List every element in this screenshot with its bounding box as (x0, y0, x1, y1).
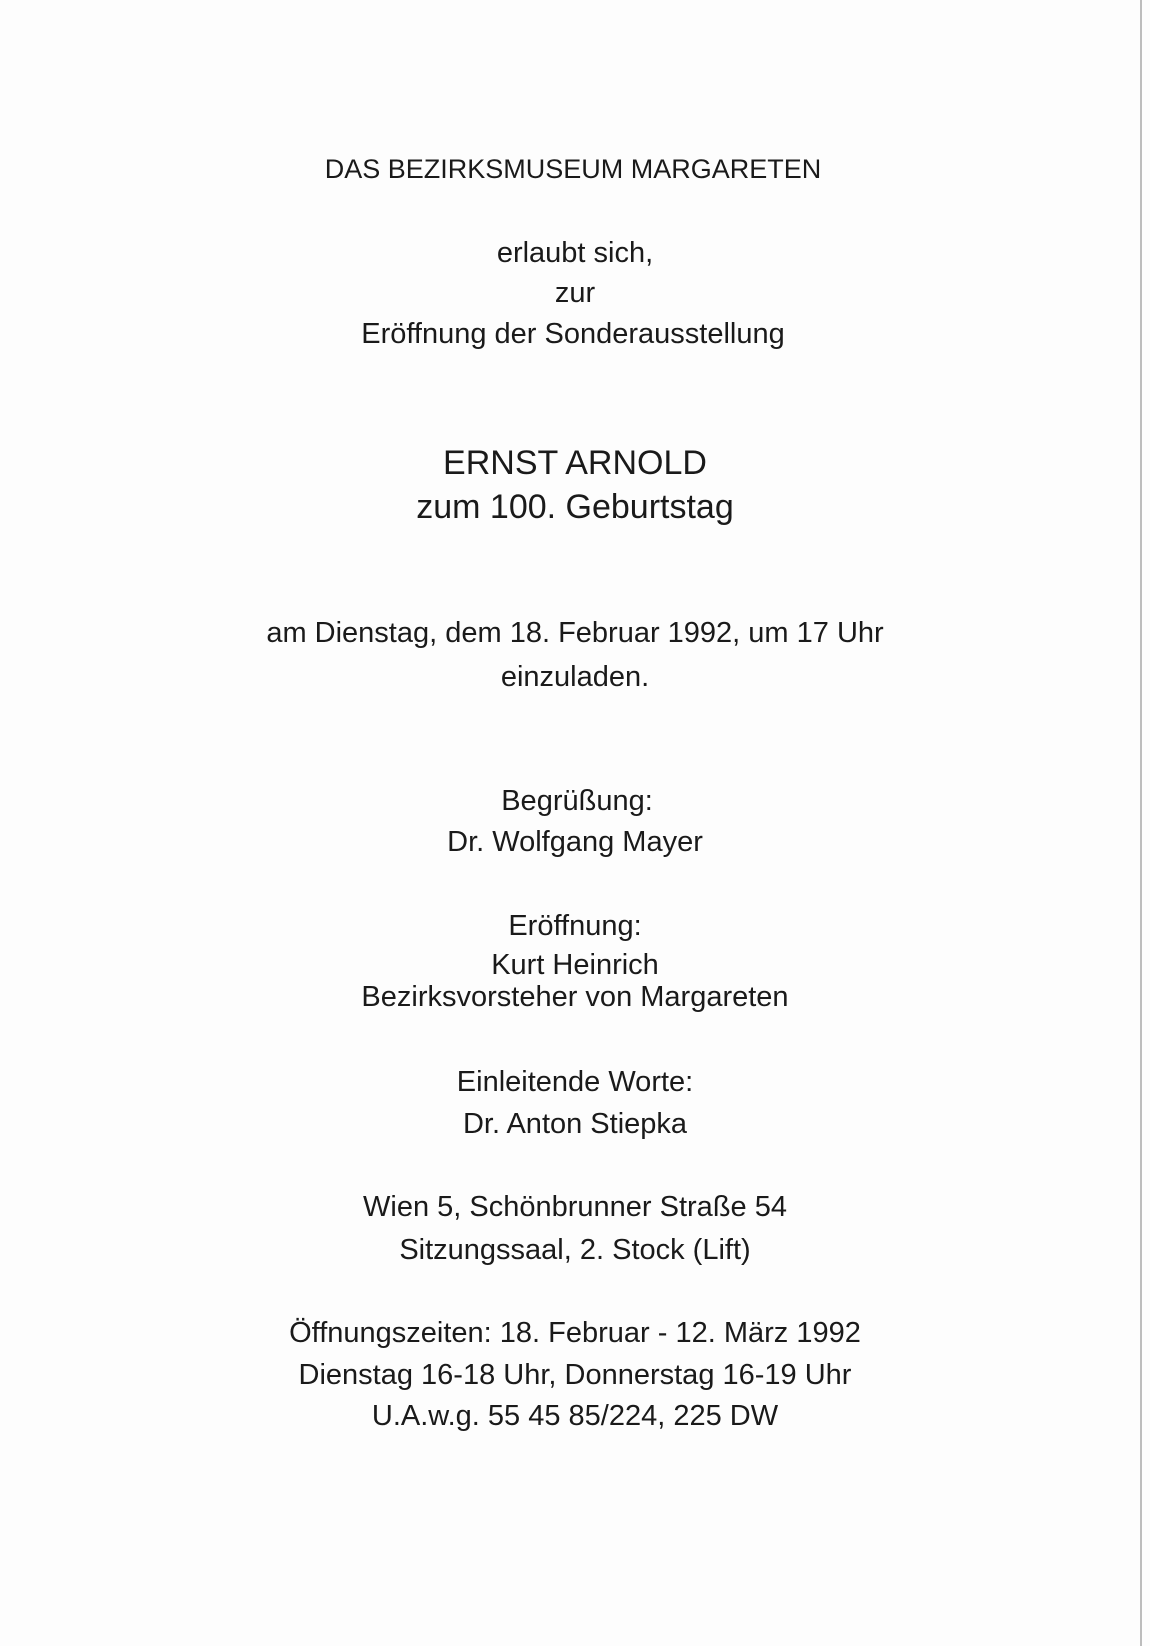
opening-role: Bezirksvorsteher von Margareten (361, 981, 789, 1013)
exhibition-subtitle: zum 100. Geburtstag (416, 488, 734, 526)
intro-words-label: Einleitende Worte: (456, 1066, 694, 1098)
intro-line-3: Eröffnung der Sonderausstellung (361, 318, 785, 350)
intro-words-name: Dr. Anton Stiepka (462, 1108, 688, 1140)
event-invite-closing: einzuladen. (500, 661, 650, 693)
venue-address: Wien 5, Schönbrunner Straße 54 (363, 1191, 787, 1223)
rsvp-line: U.A.w.g. 55 45 85/224, 225 DW (371, 1400, 779, 1432)
event-date: am Dienstag, dem 18. Februar 1992, um 17 Uhr (266, 617, 884, 649)
intro-line-1: erlaubt sich, (496, 237, 654, 269)
opening-name: Kurt Heinrich (491, 949, 659, 981)
museum-heading: DAS BEZIRKSMUSEUM MARGARETEN (324, 154, 822, 184)
opening-hours: Öffnungszeiten: 18. Februar - 12. März 1992 (289, 1317, 861, 1349)
greeting-label: Begrüßung: (501, 785, 653, 817)
venue-room: Sitzungssaal, 2. Stock (Lift) (399, 1234, 751, 1266)
opening-days: Dienstag 16-18 Uhr, Donnerstag 16-19 Uhr (298, 1359, 852, 1391)
exhibition-title: ERNST ARNOLD (443, 444, 707, 482)
opening-label: Eröffnung: (508, 910, 642, 942)
intro-line-2: zur (554, 277, 596, 309)
greeting-name: Dr. Wolfgang Mayer (447, 826, 703, 858)
